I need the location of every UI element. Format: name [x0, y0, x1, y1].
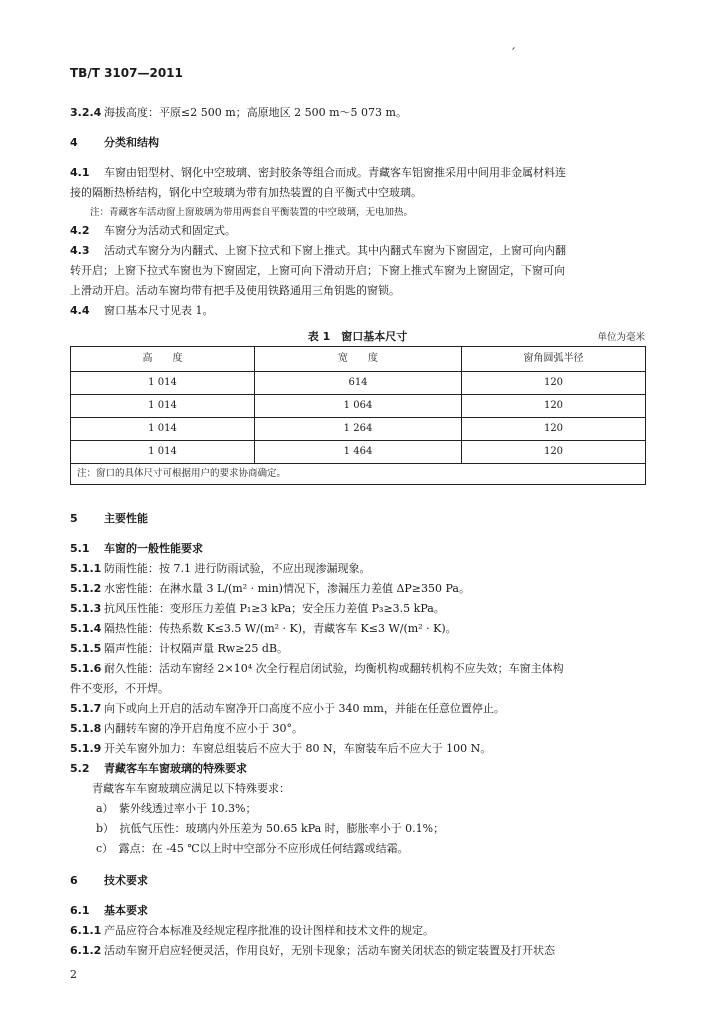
section-4-heading: 4 分类和结构 [70, 136, 159, 149]
table-row [71, 418, 646, 441]
table-cell: 614 [255, 372, 462, 395]
clause-5-1-6-line1: 5.1.6 耐久性能：活动车窗经 2×10⁴ 次全行程启闭试验，均衡机构或翻转机构不应失效；车窗主体构 [70, 662, 564, 675]
table-cell: 120 [462, 441, 646, 464]
table-note-row [71, 464, 646, 485]
clause-5-2: 5.2 青藏客车车窗玻璃的特殊要求 [70, 762, 247, 775]
table-cell: 1 464 [255, 441, 462, 464]
clause-4-4: 4.4 窗口基本尺寸见表 1。 [70, 304, 214, 317]
clause-5-1-2: 5.1.2 水密性能：在淋水量 3 L/(m² · min)情况下，渗漏压力差值 ΔP≥350 Pa。 [70, 582, 470, 595]
clause-5-1-9: 5.1.9 开关车窗外加力：车窗总组装后不应大于 80 N，车窗装车后不应大于 100 N。 [70, 742, 492, 755]
clause-4-2: 4.2 车窗分为活动式和固定式。 [70, 224, 236, 237]
clause-4-3-line2: 转开启；上窗下拉式车窗也为下窗固定，上窗可向下滑动开启；下窗上推式车窗为上窗固定，下窗可向 [70, 264, 565, 277]
table-header-row [71, 347, 646, 372]
scan-mark [512, 47, 515, 50]
table-row [71, 372, 646, 395]
table-cell: 1 014 [71, 418, 255, 441]
clause-5-1-5: 5.1.5 隔声性能：计权隔声量 Rw≥25 dB。 [70, 642, 289, 655]
clause-6-1-1: 6.1.1 产品应符合本标准及经规定程序批准的设计图样和技术文件的规定。 [70, 924, 434, 937]
clause-5-1-3: 5.1.3 抗风压性能：变形压力差值 P₁≥3 kPa；安全压力差值 P₃≥3.5 kPa。 [70, 602, 445, 615]
clause-5-1-1: 5.1.1 防雨性能：按 7.1 进行防雨试验，不应出现渗漏现象。 [70, 562, 371, 575]
header-corner-radius: 窗角圆弧半径 [462, 347, 646, 372]
clause-5-2-a: a） 紫外线透过率小于 10.3%； [96, 802, 257, 815]
clause-6-1: 6.1 基本要求 [70, 904, 148, 917]
table-cell: 120 [462, 372, 646, 395]
clause-5-1-8: 5.1.8 内翻转车窗的净开启角度不应小于 30°。 [70, 722, 303, 735]
header-height: 高 度 [71, 347, 255, 372]
clause-5-1-6-line2: 件不变形，不开焊。 [70, 682, 169, 695]
header-width: 宽 度 [255, 347, 462, 372]
table-note: 注：窗口的具体尺寸可根据用户的要求协商确定。 [71, 464, 646, 485]
clause-5-1: 5.1 车窗的一般性能要求 [70, 542, 203, 555]
table-1 [70, 346, 646, 485]
section-6-heading: 6 技术要求 [70, 874, 148, 887]
clause-5-2-c: c） 露点：在 -45 ℃以上时中空部分不应形成任何结露或结霜。 [96, 842, 409, 855]
clause-5-2-intro: 青藏客车车窗玻璃应满足以下特殊要求： [92, 782, 290, 795]
clause-4-1-line2: 接的隔断热桥结构，钢化中空玻璃为带有加热装置的自平衡式中空玻璃。 [70, 186, 422, 199]
table-cell: 1 064 [255, 395, 462, 418]
clause-4-3-line3: 上滑动开启。活动车窗均带有把手及使用铁路通用三角钥匙的窗锁。 [70, 284, 400, 297]
table-unit: 单位为毫米 [597, 332, 645, 343]
clause-5-1-4: 5.1.4 隔热性能：传热系数 K≤3.5 W/(m² · K)，青藏客车 K≤3 W/(m² · K)。 [70, 622, 457, 635]
section-5-heading: 5 主要性能 [70, 512, 148, 525]
table-cell: 1 264 [255, 418, 462, 441]
table-title: 表 1 窗口基本尺寸 [307, 330, 408, 343]
table-cell: 120 [462, 395, 646, 418]
clause-5-1-7: 5.1.7 向下或向上开启的活动车窗净开口高度不应小于 340 mm，并能在任意位置停止。 [70, 702, 505, 715]
clause-6-1-2: 6.1.2 活动车窗开启应轻便灵活，作用良好，无别卡现象；活动车窗关闭状态的锁定装置及打开状态 [70, 944, 555, 957]
table-cell: 1 014 [71, 372, 255, 395]
clause-4-3-line1: 4.3 活动式车窗分为内翻式、上窗下拉式和下窗上推式。其中内翻式车窗为下窗固定，上窗可向内翻 [70, 244, 566, 257]
clause-5-2-b: b） 抗低气压性：玻璃内外压差为 50.65 kPa 时，膨胀率小于 0.1%； [96, 822, 445, 835]
table-row [71, 441, 646, 464]
table-cell: 1 014 [71, 395, 255, 418]
clause-3-2-4: 3.2.4 海拔高度：平原≤2 500 m；高原地区 2 500 m～5 073 m。 [70, 106, 407, 119]
page-number: 2 [70, 968, 77, 981]
document-code: TB/T 3107—2011 [70, 66, 183, 80]
clause-4-1-note: 注：青藏客车活动窗上窗玻璃为带用两套自平衡装置的中空玻璃，无电加热。 [90, 207, 414, 218]
table-cell: 120 [462, 418, 646, 441]
clause-4-1-line1: 4.1 车窗由铝型材、钢化中空玻璃、密封胶条等组合而成。青藏客车铝窗推采用中间用非金属材料连 [70, 166, 566, 179]
table-row [71, 395, 646, 418]
table-cell: 1 014 [71, 441, 255, 464]
